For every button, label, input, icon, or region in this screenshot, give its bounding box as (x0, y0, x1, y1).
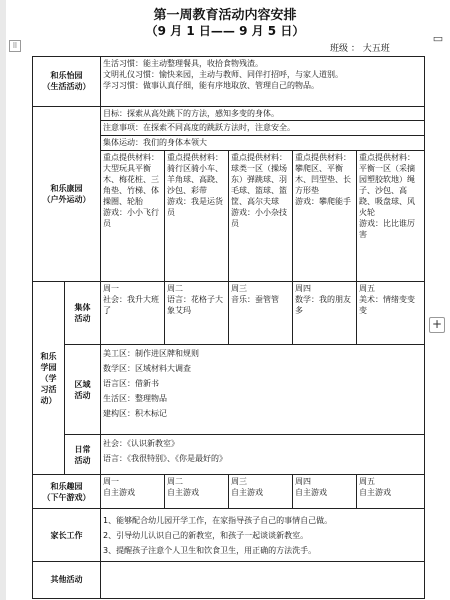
outdoor-game-text: 游戏：小小飞行员 (103, 208, 159, 228)
games-row (33, 475, 425, 509)
day-label: 周三 (231, 477, 247, 487)
outdoor-goal-cell[interactable]: 目标：探索从高处跳下的方法，感知多变的身体。 (101, 106, 425, 121)
area-activity-label: 区域 (74, 379, 91, 389)
parents-line: 2、引导幼儿认识自己的新教室，和孩子一起谈谈新教室。 (103, 530, 309, 540)
life-line: 文明礼仪习惯：愉快来园，主动与教师、同伴打招呼，与家人道别。 (103, 70, 343, 79)
other-header-cell: 其他活动 (33, 561, 101, 598)
page-left-margin (0, 0, 6, 600)
group-day-cell[interactable] (229, 282, 293, 345)
games-header-cell (33, 475, 101, 509)
class-label: 班级 ： 大五班 (330, 44, 390, 54)
parents-row (33, 509, 425, 562)
life-content-cell[interactable] (101, 57, 425, 107)
learning-group-row (33, 282, 425, 345)
life-header-sub: （生活活动） (42, 82, 91, 92)
area-activity-cell[interactable] (101, 345, 425, 435)
outdoor-game-text: 游戏：攀爬能手 (295, 197, 351, 206)
outdoor-area-cell[interactable] (229, 151, 293, 282)
learning-header-line: （学 (40, 373, 57, 383)
group-day-cell[interactable] (101, 282, 165, 345)
day-content: 数学：我的朋友多 (295, 295, 351, 315)
group-day-cell[interactable] (165, 282, 229, 345)
life-row (33, 57, 425, 107)
area-line: 数学区：区域材料大调查 (103, 364, 191, 374)
life-header-cell (33, 57, 101, 107)
learning-daily-row (33, 435, 425, 475)
parents-content-cell[interactable] (101, 509, 425, 562)
day-label: 周二 (167, 284, 183, 293)
page-subtitle: （9 月 1 日—— 9 月 5 日） (145, 24, 305, 38)
daily-activity-cell[interactable] (101, 435, 425, 475)
day-label: 周五 (359, 284, 375, 293)
outdoor-area-cell[interactable] (165, 151, 229, 282)
group-day-cell[interactable] (357, 282, 425, 345)
games-day-cell[interactable] (293, 475, 357, 509)
day-content: 自主游戏 (295, 488, 327, 498)
learning-area-row (33, 345, 425, 435)
life-line: 生活习惯：能主动整理餐具，收拾食物残渣。 (103, 59, 263, 68)
group-activity-label-cell (65, 282, 101, 345)
outdoor-area-cell[interactable] (101, 151, 165, 282)
daily-activity-label: 活动 (74, 455, 91, 465)
day-label: 周四 (295, 284, 311, 293)
outdoor-area-text: 重点提供材料：骑行区骑小车、羊角球、高跷、沙包、彩带 (167, 153, 223, 195)
games-day-cell[interactable] (101, 475, 165, 509)
area-line: 语言区：借新书 (103, 379, 159, 389)
parents-line: 3、提醒孩子注意个人卫生和饮食卫生，用正确的方法洗手。 (103, 545, 317, 555)
learning-header-cell (33, 282, 65, 475)
learning-header-line: 动） (40, 395, 57, 405)
outdoor-goal-row (33, 106, 425, 121)
games-day-cell[interactable] (165, 475, 229, 509)
add-column-icon[interactable]: + (429, 317, 445, 333)
outdoor-group-cell[interactable]: 集体运动：我们的身体本领大 (101, 136, 425, 151)
day-content: 语言：花格子大象艾玛 (167, 295, 223, 315)
area-line: 建构区：积木标记 (103, 409, 167, 419)
outdoor-note-cell[interactable]: 注意事项：在探索不同高度的跳跃方法时，注意安全。 (101, 121, 425, 136)
parents-line: 1、能够配合幼儿园开学工作，在家指导孩子自己的事情自己做。 (103, 515, 333, 525)
outdoor-header-cell (33, 106, 101, 281)
life-line: 学习习惯：做事认真仔细，能有序地取放、管理自己的物品。 (103, 81, 319, 90)
parents-header-cell: 家长工作 (33, 509, 101, 562)
weekly-plan-table (32, 56, 425, 599)
day-content: 自主游戏 (103, 488, 135, 498)
outdoor-header-sub: （户外运动） (42, 194, 91, 204)
daily-line: 社会：《认识新教室》 (103, 439, 179, 449)
outdoor-area-cell[interactable] (293, 151, 357, 282)
outdoor-area-text: 重点提供材料：球类一区（操场东）弹跳球、羽毛球、篮球、篮筐、高尔夫球 (231, 153, 287, 206)
day-content: 自主游戏 (359, 488, 391, 498)
other-content-cell[interactable] (101, 561, 425, 598)
other-row (33, 561, 425, 598)
area-line: 美工区：制作进区牌和规则 (103, 349, 199, 359)
daily-activity-label: 日常 (74, 444, 91, 454)
games-day-cell[interactable] (357, 475, 425, 509)
learning-header-line: 和乐 (40, 351, 57, 361)
outdoor-area-cell[interactable] (357, 151, 425, 282)
group-day-cell[interactable] (293, 282, 357, 345)
area-line: 生活区：整理物品 (103, 394, 167, 404)
learning-header-line: 学园 (40, 362, 57, 372)
outdoor-game-text: 游戏：小小杂技员 (231, 208, 287, 228)
games-header-sub: （下午游戏） (42, 492, 91, 502)
day-label: 周四 (295, 477, 311, 487)
outdoor-game-text: 游戏：我是运货员 (167, 197, 223, 217)
life-header: 和乐怡园 (50, 71, 83, 81)
day-content: 自主游戏 (167, 488, 199, 498)
day-label: 周一 (103, 284, 119, 293)
day-content: 自主游戏 (231, 488, 263, 498)
table-move-handle-icon[interactable]: ⠿ (9, 40, 21, 52)
outdoor-area-text: 重点提供材料：攀爬区、平衡木、凹型垫、长方形垫 (295, 153, 351, 195)
games-day-cell[interactable] (229, 475, 293, 509)
area-activity-label-cell (65, 345, 101, 435)
outdoor-area-text: 重点提供材料：平衡一区（采摘园塑胶软地）绳子、沙包、高跷、吸盘球、风火轮 (359, 153, 415, 217)
side-panel-icon[interactable]: ▭ (432, 32, 444, 45)
page-title: 第一周教育活动内容安排 (153, 8, 297, 23)
group-activity-label: 集体 (74, 303, 91, 313)
day-label: 周三 (231, 284, 247, 293)
daily-line: 语言：《我很特别》、《你是最好的》 (103, 454, 227, 464)
outdoor-game-text: 游戏：比比谁厉害 (359, 219, 415, 239)
day-content: 美术：情绪变变变 (359, 295, 415, 315)
day-content: 社会：我升大班了 (103, 295, 159, 315)
outdoor-header: 和乐康园 (50, 183, 83, 193)
day-label: 周二 (167, 477, 183, 487)
group-activity-label: 活动 (74, 314, 91, 324)
day-label: 周一 (103, 477, 119, 487)
games-header: 和乐趣园 (50, 481, 83, 491)
outdoor-area-text: 重点提供材料：大型玩具平衡木、梅花桩、三角垫、竹梯、体操圈、轮胎 (103, 153, 159, 206)
area-activity-label: 活动 (74, 390, 91, 400)
daily-activity-label-cell (65, 435, 101, 475)
day-content: 音乐：蚕管管 (231, 295, 279, 304)
day-label: 周五 (359, 477, 375, 487)
learning-header-line: 习活 (40, 384, 57, 394)
